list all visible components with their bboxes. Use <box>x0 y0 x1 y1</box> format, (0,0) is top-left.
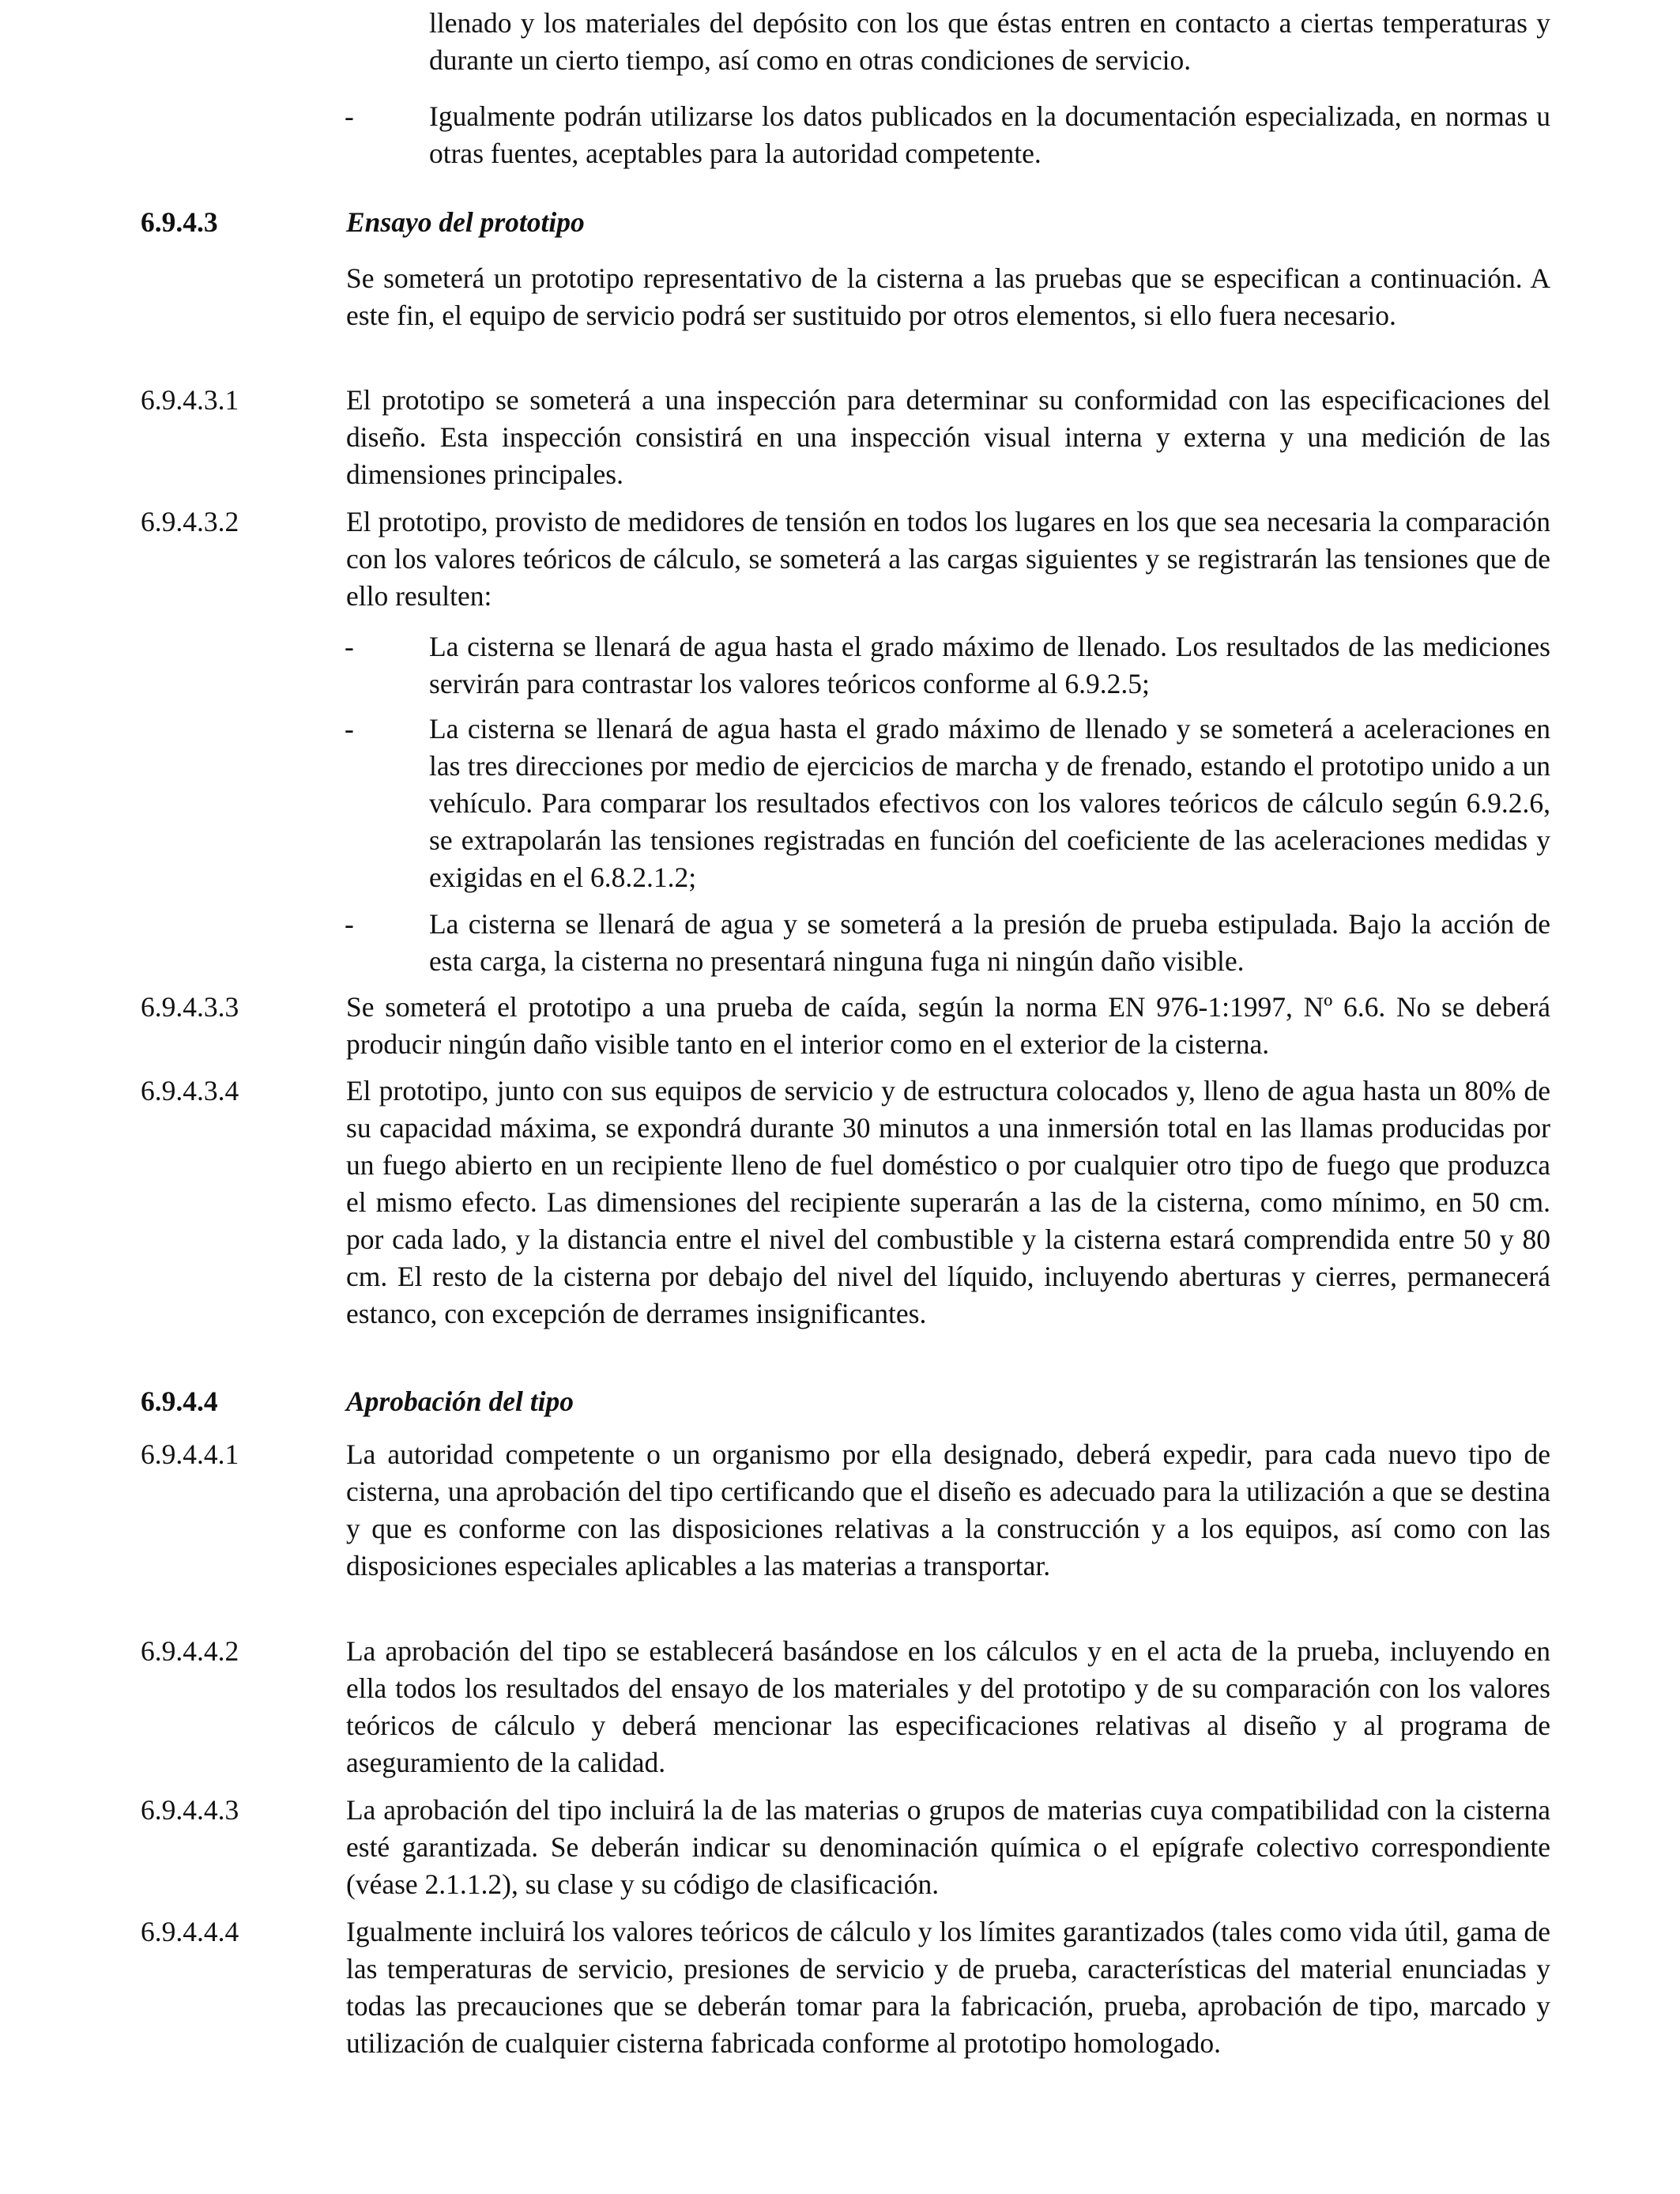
bullet-dash: - <box>345 908 354 940</box>
paragraph-text: El prototipo, provisto de medidores de tensión en todos los lugares en los que sea necesaria la comparación con los valores teóricos de cálculo, se someterá a las cargas siguientes y se registrarán las tensiones que de ello resulten: <box>346 506 1550 612</box>
paragraph-number: 6.9.4.3.2 <box>141 506 239 537</box>
bullet-dash: - <box>345 713 354 745</box>
paragraph-text: La autoridad competente o un organismo por ella designado, deberá expedir, para cada nuevo tipo de cisterna, una aprobación del tipo certificando que el diseño es adecuado para la utilización a que se destina y que es conforme con las disposiciones relativas a la construcción y a los equipos, así como con las disposiciones especiales aplicables a las materias a transportar. <box>346 1438 1550 1581</box>
paragraph-text: El prototipo se someterá a una inspección para determinar su conformidad con las especificaciones del diseño. Esta inspección consistirá en una inspección visual interna y externa y una medición de las dimensiones principales. <box>346 384 1550 490</box>
bullet-text: La cisterna se llenará de agua hasta el grado máximo de llenado y se someterá a aceleraciones en las tres direcciones por medio de ejercicios de marcha y de frenado, estando el prototipo unido a un vehículo. Para comparar los resultados efectivos con los valores teóricos de cálculo según 6.9.2.6, se extrapolarán las tensiones registradas en función del coeficiente de las aceleraciones medidas y exigidas en el 6.8.2.1.2; <box>429 713 1550 893</box>
paragraph-number: 6.9.4.4.2 <box>141 1635 239 1667</box>
section-title: Aprobación del tipo <box>346 1385 574 1417</box>
paragraph-text: La aprobación del tipo incluirá la de las materias o grupos de materias cuya compatibilidad con la cisterna esté garantizada. Se deberán indicar su denominación química o el epígrafe colectivo correspondiente (véase 2.1.1.2), su clase y su código de clasificación. <box>346 1794 1550 1900</box>
paragraph-number: 6.9.4.4.3 <box>141 1794 239 1826</box>
bullet-text: La cisterna se llenará de agua y se someterá a la presión de prueba estipulada. Bajo la acción de esta carga, la cisterna no presentará ninguna fuga ni ningún daño visible. <box>429 908 1550 977</box>
paragraph-number: 6.9.4.3.1 <box>141 384 239 416</box>
bullet-text: llenado y los materiales del depósito con los que éstas entren en contacto a ciertas temperaturas y durante un cierto tiempo, así como en otras condiciones de servicio. <box>429 7 1550 76</box>
section-title: Ensayo del prototipo <box>346 206 585 238</box>
paragraph-text: La aprobación del tipo se establecerá basándose en los cálculos y en el acta de la prueba, incluyendo en ella todos los resultados del ensayo de los materiales y del prototipo y de su comparación con los valores teóricos de cálculo y deberá mencionar las especificaciones relativas al diseño y al programa de aseguramiento de la calidad. <box>346 1635 1550 1778</box>
paragraph-number: 6.9.4.4.4 <box>141 1916 239 1947</box>
bullet-text: Igualmente podrán utilizarse los datos publicados en la documentación especializada, en normas u otras fuentes, aceptables para la autoridad competente. <box>429 100 1550 169</box>
paragraph-text: Se someterá el prototipo a una prueba de caída, según la norma EN 976-1:1997, Nº 6.6. No se deberá producir ningún daño visible tanto en el interior como en el exterior de la cisterna. <box>346 991 1550 1060</box>
section-number: 6.9.4.4 <box>141 1385 218 1417</box>
paragraph-number: 6.9.4.3.4 <box>141 1075 239 1106</box>
bullet-text: La cisterna se llenará de agua hasta el grado máximo de llenado. Los resultados de las mediciones servirán para contrastar los valores teóricos conforme al 6.9.2.5; <box>429 631 1550 699</box>
paragraph-text: Se someterá un prototipo representativo de la cisterna a las pruebas que se especifican a continuación. A este fin, el equipo de servicio podrá ser sustituido por otros elementos, si ello fuera necesario. <box>346 262 1550 331</box>
paragraph-number: 6.9.4.3.3 <box>141 991 239 1023</box>
paragraph-text: El prototipo, junto con sus equipos de servicio y de estructura colocados y, lleno de agua hasta un 80% de su capacidad máxima, se expondrá durante 30 minutos a una inmersión total en las llamas producidas por un fuego abierto en un recipiente lleno de fuel doméstico o por cualquier otro tipo de fuego que produzca el mismo efecto. Las dimensiones del recipiente superarán a las de la cisterna, como mínimo, en 50 cm. por cada lado, y la distancia entre el nivel del combustible y la cisterna estará comprendida entre 50 y 80 cm. El resto de la cisterna por debajo del nivel del líquido, incluyendo aberturas y cierres, permanecerá estanco, con excepción de derrames insignificantes. <box>346 1075 1550 1329</box>
paragraph-number: 6.9.4.4.1 <box>141 1438 239 1470</box>
bullet-dash: - <box>345 631 354 662</box>
bullet-dash: - <box>345 100 354 132</box>
section-number: 6.9.4.3 <box>141 206 218 238</box>
paragraph-text: Igualmente incluirá los valores teóricos de cálculo y los límites garantizados (tales como vida útil, gama de las temperaturas de servicio, presiones de servicio y de prueba, características del material enunciadas y todas las precauciones que se deberán tomar para la fabricación, prueba, aprobación de tipo, marcado y utilización de cualquier cisterna fabricada conforme al prototipo homologado. <box>346 1916 1550 2059</box>
